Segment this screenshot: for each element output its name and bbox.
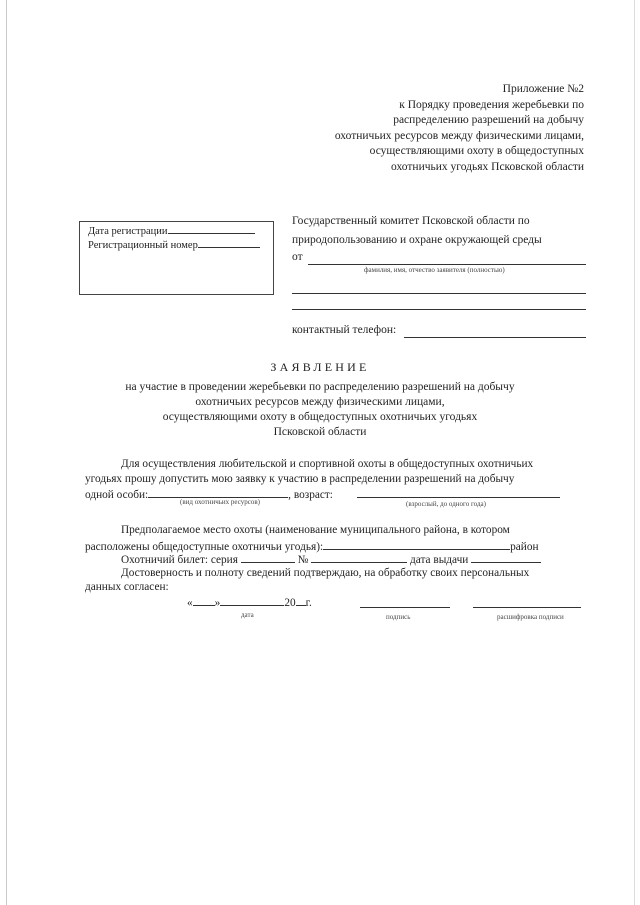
registration-number-field[interactable] xyxy=(198,238,260,248)
hunting-place-text: Предполагаемое место охоты (наименование муниципального района, в котором xyxy=(121,524,510,536)
appendix-line: осуществляющими охоту в общедоступных xyxy=(369,145,584,157)
consent-text: данных согласен: xyxy=(85,581,169,593)
phone-label: контактный телефон: xyxy=(292,324,397,336)
appendix-header xyxy=(284,82,584,175)
applicant-name-field-line3[interactable] xyxy=(292,309,586,310)
signature-date-row xyxy=(187,595,312,609)
date-quote-open: « xyxy=(187,597,193,609)
ticket-series-label: Охотничий билет: серия xyxy=(121,554,238,566)
ticket-date-field[interactable] xyxy=(471,552,541,563)
ticket-series-field[interactable] xyxy=(241,552,295,563)
hunting-place-row xyxy=(85,539,539,553)
year-suffix: г. xyxy=(305,597,312,609)
registration-date-label: Дата регистрации xyxy=(88,226,168,237)
request-text: угодьях прошу допустить мою заявку к участию в распределении разрешений на добычу xyxy=(85,473,515,485)
month-field[interactable] xyxy=(220,595,284,606)
from-label: от xyxy=(292,251,303,263)
subtitle-line: охотничьих ресурсов между физическими лицами, xyxy=(195,396,445,408)
subtitle-line: Псковской области xyxy=(273,426,367,438)
registration-date-row xyxy=(88,224,255,237)
request-text: Для осуществления любительской и спортивной охоты в общедоступных охотничьих xyxy=(121,458,534,470)
hunting-place-label: расположены общедоступные охотничьи угодья): xyxy=(85,541,324,553)
registration-date-field[interactable] xyxy=(168,224,255,234)
appendix-number: Приложение №2 xyxy=(502,83,584,95)
consent-text: Достоверность и полноту сведений подтверждаю, на обработку своих персональных xyxy=(121,567,530,579)
signature-field[interactable] xyxy=(360,607,450,608)
signature-decode-caption: расшифровка подписи xyxy=(497,613,564,621)
district-field[interactable] xyxy=(323,539,510,550)
ticket-number-label: № xyxy=(297,554,309,566)
page-right-edge xyxy=(634,0,635,905)
appendix-line: к Порядку проведения жеребьевки по xyxy=(399,98,584,111)
year-field[interactable] xyxy=(296,595,306,606)
age-caption: (взрослый, до одного года) xyxy=(406,500,486,508)
subtitle-line: осуществляющими охоту в общедоступных охотничьих угодьях xyxy=(162,411,478,423)
date-quote-close: » xyxy=(214,597,221,609)
age-field[interactable] xyxy=(357,497,560,498)
appendix-line: охотничьих ресурсов между физическими лицами, xyxy=(334,129,584,142)
day-field[interactable] xyxy=(193,595,215,606)
ticket-date-label: дата выдачи xyxy=(410,554,469,566)
ticket-number-field[interactable] xyxy=(311,552,407,563)
statement-title: ЗАЯВЛЕНИЕ xyxy=(270,360,370,374)
applicant-name-field[interactable] xyxy=(308,264,586,265)
registration-number-label: Регистрационный номер xyxy=(88,240,198,251)
registration-number-row xyxy=(88,238,260,251)
species-caption: (вид охотничьих ресурсов) xyxy=(180,498,260,506)
page-left-edge xyxy=(6,0,7,905)
species-field[interactable] xyxy=(148,487,288,498)
addressee-line: Государственный комитет Псковской области по xyxy=(292,215,530,227)
species-label: одной особи: xyxy=(85,489,149,501)
appendix-line: охотничьих угодьях Псковской области xyxy=(391,160,584,173)
age-label: , возраст: xyxy=(288,489,333,501)
appendix-line: распределению разрешений на добычу xyxy=(393,114,584,126)
hunting-ticket-row xyxy=(121,552,541,566)
signature-decode-field[interactable] xyxy=(473,607,581,608)
registration-box xyxy=(79,221,274,295)
subtitle-line: на участие в проведении жеребьевки по распределению разрешений на добычу xyxy=(125,381,515,393)
statement-subtitle xyxy=(110,380,530,440)
district-suffix: район xyxy=(510,541,539,553)
applicant-name-field-line2[interactable] xyxy=(292,293,586,294)
applicant-name-caption: фамилия, имя, отчество заявителя (полностью) xyxy=(364,266,505,274)
date-caption: дата xyxy=(241,611,254,619)
year-prefix: 20 xyxy=(284,597,296,609)
phone-field[interactable] xyxy=(404,337,586,338)
signature-caption: подпись xyxy=(386,613,411,621)
addressee-line: природопользованию и охране окружающей среды xyxy=(292,234,542,246)
